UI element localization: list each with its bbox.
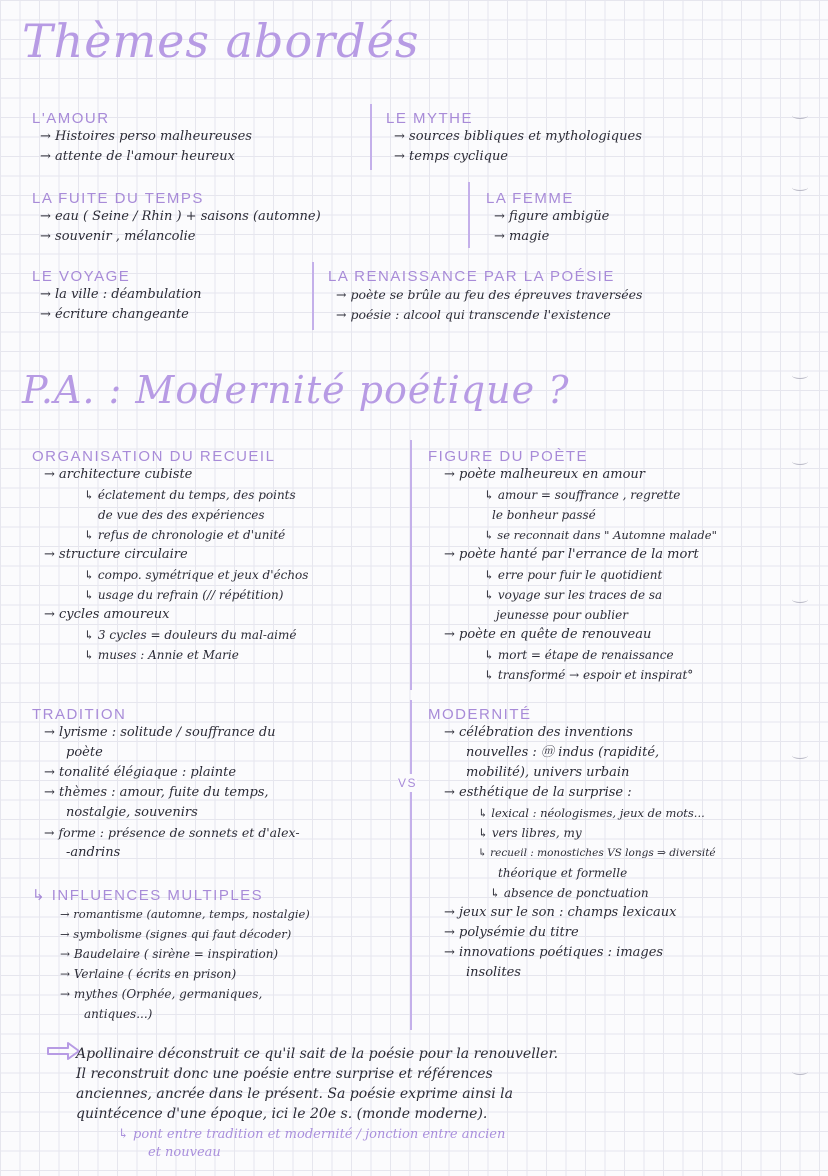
theme-femme bbox=[486, 190, 609, 247]
arrow-icon: ↳ bbox=[32, 887, 52, 904]
theme-line: → temps cyclique bbox=[394, 149, 509, 164]
tradition-line: nostalgie, souvenirs bbox=[66, 805, 198, 820]
section-figure bbox=[428, 448, 717, 685]
theme-fuite bbox=[32, 190, 321, 247]
figure-line: ↳ amour = souffrance , regrette bbox=[484, 488, 681, 502]
theme-line: → magie bbox=[494, 229, 550, 244]
divider bbox=[370, 104, 372, 170]
influences-heading bbox=[32, 886, 310, 904]
organisation-line: → structure circulaire bbox=[44, 547, 188, 562]
modernite-line: → innovations poétiques : images bbox=[444, 945, 664, 960]
tradition-line: -andrins bbox=[66, 845, 121, 860]
margin-mark bbox=[792, 112, 808, 119]
modernite-line: ↳ absence de ponctuation bbox=[490, 886, 649, 900]
margin-mark bbox=[792, 184, 808, 191]
figure-line: le bonheur passé bbox=[492, 508, 596, 522]
theme-line: → la ville : déambulation bbox=[40, 287, 202, 302]
theme-mythe bbox=[386, 110, 642, 167]
conclusion-note-line: et nouveau bbox=[148, 1145, 221, 1160]
theme-line: → écriture changeante bbox=[40, 307, 189, 322]
modernite-line: théorique et formelle bbox=[498, 866, 628, 880]
theme-line: → eau ( Seine / Rhin ) + saisons (automne) bbox=[40, 209, 321, 224]
margin-mark bbox=[792, 1068, 808, 1075]
theme-voyage-heading: LE VOYAGE bbox=[32, 268, 131, 285]
conclusion-line: Apollinaire déconstruit ce qu'il sait de la poésie pour la renouveller. bbox=[76, 1046, 559, 1062]
tradition-heading: TRADITION bbox=[32, 706, 127, 723]
page-title: Thèmes abordés bbox=[22, 14, 420, 68]
conclusion bbox=[76, 1044, 558, 1124]
theme-voyage bbox=[32, 268, 202, 325]
theme-fuite-heading: LA FUITE DU TEMPS bbox=[32, 190, 204, 207]
conclusion-line: quintécence d'une époque, ici le 20e s. (monde moderne). bbox=[76, 1106, 488, 1122]
organisation-line: → cycles amoureux bbox=[44, 607, 170, 622]
theme-line: → figure ambigüe bbox=[494, 209, 610, 224]
theme-line: → Histoires perso malheureuses bbox=[40, 129, 252, 144]
modernite-line: ↳ recueil : monostiches VS longs ⇒ diversité bbox=[478, 847, 716, 859]
conclusion-line: anciennes, ancrée dans le présent. Sa poésie exprime ainsi la bbox=[76, 1086, 513, 1102]
organisation-heading: ORGANISATION DU RECUEIL bbox=[32, 448, 276, 465]
influences-heading-text: INFLUENCES MULTIPLES bbox=[51, 887, 264, 904]
influences-line: → Baudelaire ( sirène = inspiration) bbox=[60, 947, 279, 961]
figure-line: ↳ transformé → espoir et inspirat° bbox=[484, 668, 694, 682]
figure-line: ↳ voyage sur les traces de sa bbox=[484, 588, 663, 602]
organisation-line: ↳ 3 cycles = douleurs du mal-aimé bbox=[84, 628, 297, 642]
modernite-line: insolites bbox=[466, 965, 521, 980]
organisation-line: de vue des des expériences bbox=[98, 508, 265, 522]
figure-line: → poète en quête de renouveau bbox=[444, 627, 652, 642]
theme-mythe-heading: LE MYTHE bbox=[386, 110, 474, 127]
influences-line: → romantisme (automne, temps, nostalgie) bbox=[60, 907, 310, 921]
figure-line: jeunesse pour oublier bbox=[496, 608, 628, 622]
margin-mark bbox=[792, 752, 808, 759]
theme-line: → souvenir , mélancolie bbox=[40, 229, 196, 244]
modernite-line: → esthétique de la surprise : bbox=[444, 785, 632, 800]
organisation-line: ↳ usage du refrain (// répétition) bbox=[84, 588, 284, 602]
theme-renaissance bbox=[328, 268, 642, 325]
theme-renaissance-heading: LA RENAISSANCE PAR LA POÉSIE bbox=[328, 268, 615, 285]
divider bbox=[312, 262, 314, 330]
conclusion-note bbox=[118, 1126, 505, 1162]
theme-femme-heading: LA FEMME bbox=[486, 190, 574, 207]
margin-mark bbox=[792, 458, 808, 465]
influences-line: → Verlaine ( écrits en prison) bbox=[60, 967, 237, 981]
theme-line: → attente de l'amour heureux bbox=[40, 149, 235, 164]
margin-mark bbox=[792, 596, 808, 603]
tradition-line: poète bbox=[66, 745, 103, 760]
conclusion-note-line: ↳ pont entre tradition et modernité / jonction entre ancien bbox=[118, 1127, 506, 1142]
influences-line: → symbolisme (signes qui faut décoder) bbox=[60, 927, 292, 941]
section-tradition bbox=[32, 706, 300, 863]
section-organisation bbox=[32, 448, 308, 665]
organisation-line: ↳ refus de chronologie et d'unité bbox=[84, 528, 286, 542]
section-modernite bbox=[428, 706, 716, 983]
figure-line: → poète hanté par l'errance de la mort bbox=[444, 547, 699, 562]
organisation-line: ↳ éclatement du temps, des points bbox=[84, 488, 296, 502]
margin-mark bbox=[792, 372, 808, 379]
modernite-line: → polysémie du titre bbox=[444, 925, 579, 940]
figure-line: ↳ mort = étape de renaissance bbox=[484, 648, 674, 662]
theme-line: → poésie : alcool qui transcende l'existence bbox=[336, 307, 611, 322]
theme-amour bbox=[32, 110, 252, 167]
pa-title: P.A. : Modernité poétique ? bbox=[22, 368, 570, 412]
tradition-line: → lyrisme : solitude / souffrance du bbox=[44, 725, 276, 740]
figure-heading: FIGURE DU POÈTE bbox=[428, 448, 589, 465]
tradition-line: → thèmes : amour, fuite du temps, bbox=[44, 785, 269, 800]
organisation-line: ↳ muses : Annie et Marie bbox=[84, 648, 239, 662]
divider bbox=[410, 440, 412, 690]
modernite-line: → célébration des inventions bbox=[444, 725, 633, 740]
influences-line: antiques...) bbox=[84, 1007, 153, 1021]
organisation-line: → architecture cubiste bbox=[44, 467, 193, 482]
modernite-heading: MODERNITÉ bbox=[428, 706, 532, 723]
influences-line: → mythes (Orphée, germaniques, bbox=[60, 987, 263, 1001]
modernite-line: ↳ lexical : néologismes, jeux de mots... bbox=[478, 806, 705, 820]
theme-line: → sources bibliques et mythologiques bbox=[394, 129, 642, 144]
tradition-line: → tonalité élégiaque : plainte bbox=[44, 765, 237, 780]
modernite-line: nouvelles : ⓜ indus (rapidité, bbox=[466, 745, 660, 760]
organisation-line: ↳ compo. symétrique et jeux d'échos bbox=[84, 568, 309, 582]
tradition-line: → forme : présence de sonnets et d'alex- bbox=[44, 825, 300, 840]
divider bbox=[410, 700, 412, 1030]
figure-line: → poète malheureux en amour bbox=[444, 467, 646, 482]
figure-line: ↳ erre pour fuir le quotidient bbox=[484, 568, 663, 582]
section-influences bbox=[32, 886, 310, 1024]
modernite-line: mobilité), univers urbain bbox=[466, 765, 630, 780]
modernite-line: → jeux sur le son : champs lexicaux bbox=[444, 905, 677, 920]
theme-amour-heading: L'AMOUR bbox=[32, 110, 110, 127]
modernite-line: ↳ vers libres, my bbox=[478, 826, 582, 840]
divider bbox=[468, 182, 470, 248]
conclusion-line: Il reconstruit donc une poésie entre surprise et références bbox=[76, 1066, 493, 1082]
vs-label: VS bbox=[398, 776, 418, 790]
figure-line: ↳ se reconnait dans " Automne malade" bbox=[484, 528, 717, 542]
theme-line: → poète se brûle au feu des épreuves traversées bbox=[336, 287, 643, 302]
